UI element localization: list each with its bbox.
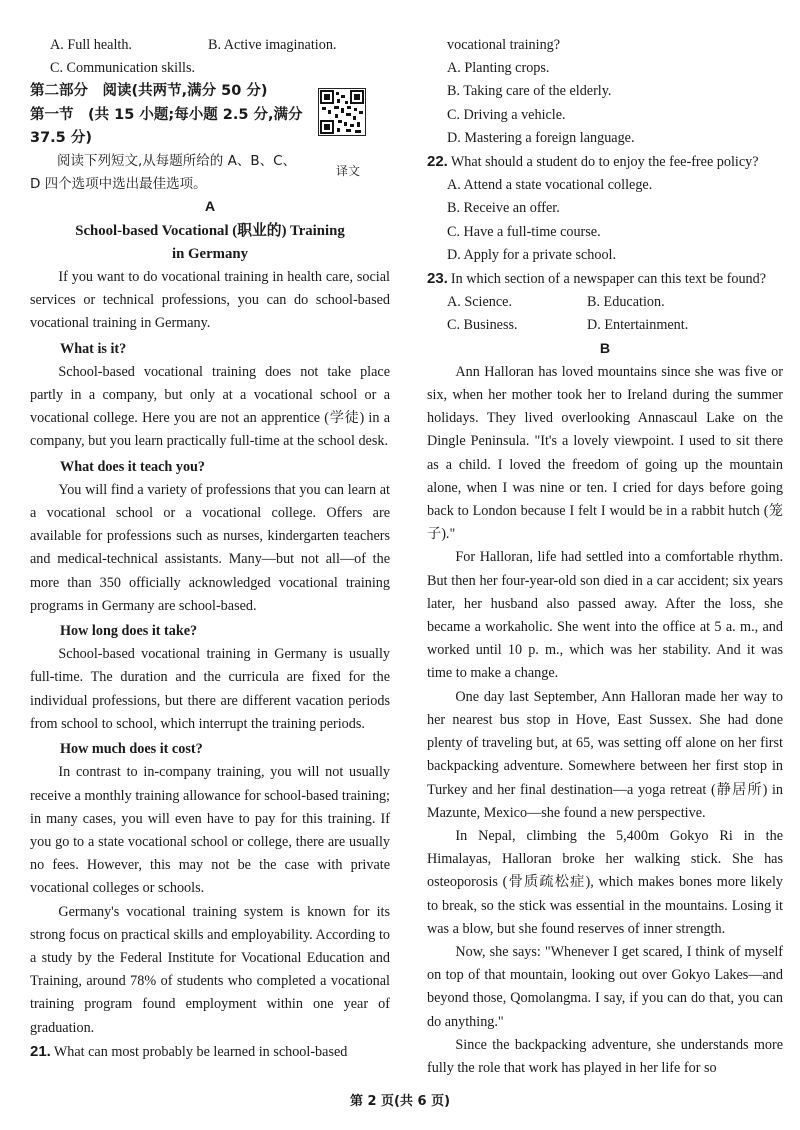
question-21-text: What can most probably be learned in school-based xyxy=(53,1043,348,1060)
prev-option-c: C. Communication skills. xyxy=(50,60,196,77)
passage-a-title-line2: in Germany xyxy=(171,245,249,262)
subheading-how-much: How much does it cost? xyxy=(60,741,203,758)
paragraph-germany-system: Germany's vocational training system is known for its strong focus on practical skills and employability. According to a study by the Federal Institute for Vocational Education and Training, around 78% of students who completed a vocational training program found employment within one year of graduation. xyxy=(30,903,390,1036)
question-23-text: In which section of a newspaper can this text be found? xyxy=(450,271,767,288)
passage-b-paragraph-5: Now, she says: "Whenever I get scared, I think of myself on top of that mountain, looking out over Gokyo Lakes—and beyond those, Qomolangma. I say, if you can do that, you can do anything." xyxy=(427,943,783,1030)
prev-option-b: B. Active imagination. xyxy=(208,37,337,53)
subheading-what-teach: What does it teach you? xyxy=(60,458,206,475)
subheading-how-long: How long does it take? xyxy=(60,623,198,640)
qr-code-icon xyxy=(318,88,366,136)
passage-b-paragraph-2: For Halloran, life had settled into a comfortable rhythm. But then her four-year-old son died in a car accident; six years later, her husband also passed away. After the loss, she became a workaholic. She went into the office at 5 a. m., and worked until 10 p. m., which was her stability. And it was time to make a change. xyxy=(427,549,783,682)
right-column xyxy=(427,34,783,1080)
q23-option-a: A. Science. xyxy=(447,294,513,311)
q23-option-c: C. Business. xyxy=(447,317,518,334)
q23-options-ab xyxy=(427,291,783,314)
qr-translation-label: 译文 xyxy=(336,164,361,178)
question-23 xyxy=(427,267,783,291)
question-21-continuation: vocational training? xyxy=(447,37,561,53)
question-22-number: 22. xyxy=(427,153,448,171)
section-heading-line1: 第一节 (共 15 小题;每小题 2.5 分,满分 xyxy=(30,106,303,123)
q22-option-b: B. Receive an offer. xyxy=(447,200,560,217)
prev-question-options-ab xyxy=(30,34,390,57)
page-footer: 第 2 页(共 6 页) xyxy=(349,1094,451,1109)
instruction-line1: 阅读下列短文,从每题所给的 A、B、C、 xyxy=(57,153,297,170)
q23-options-cd xyxy=(427,314,783,337)
passage-b-paragraph-3: One day last September, Ann Halloran made her way to her nearest bus stop in Hove, East Sussex. She had done plenty of traveling but, at 65, was setting off alone on her first backpacking adventure. Somewhere between her first stop in Turkey and her final destination—a yoga retreat (静居所) in Mazunte, Mexico—she found a new perspective. xyxy=(427,688,783,821)
passage-a-intro: If you want to do vocational training in health care, social services or technical professions, you can do school-based vocational training in Germany. xyxy=(30,269,390,332)
passage-b-paragraph-6: Since the backpacking adventure, she understands more fully the role that work has played in her life for so xyxy=(427,1036,783,1076)
paragraph-what-teach: You will find a variety of professions that you can learn at a vocational school or a vocational college. Offers are available for professions such as nurses, kindergarten teachers and medical-technical assistants. Many—but not all—of the more than 350 officially acknowledged vocational training programs in Germany are school-based. xyxy=(30,481,390,614)
passage-b-paragraph-1: Ann Halloran has loved mountains since she was five or six, when her mother took her to Ireland during the summer holidays. They lived overlooking Annascaul Lake on the Dingle Peninsula. "It's a lovely viewpoint. I used to sit there as a child. I loved the freedom of going up the mountain alone, when I was nine or ten. I cried for days before going back to London because I felt I would be in a rabbit hutch (笼子)." xyxy=(427,363,783,543)
paragraph-how-long: School-based vocational training in Germany is usually full-time. The duration and the curricula are fixed for the individual professions, but there are different vacation periods from school to school, which interrupt the training periods. xyxy=(30,646,390,732)
q23-option-d: D. Entertainment. xyxy=(587,317,689,334)
q23-option-b: B. Education. xyxy=(587,294,665,311)
q21-option-c: C. Driving a vehicle. xyxy=(447,106,566,123)
part-heading: 第二部分 阅读(共两节,满分 50 分) xyxy=(30,83,268,100)
left-column xyxy=(30,34,390,1064)
question-22-text: What should a student do to enjoy the fee-free policy? xyxy=(450,154,759,171)
instruction-line2: D 四个选项中选出最佳选项。 xyxy=(30,176,207,193)
q22-option-a: A. Attend a state vocational college. xyxy=(447,177,653,194)
subheading-what-is-it: What is it? xyxy=(60,340,127,357)
q21-option-b: B. Taking care of the elderly. xyxy=(447,83,612,100)
question-22 xyxy=(427,150,783,174)
question-21 xyxy=(30,1040,390,1064)
q21-option-a: A. Planting crops. xyxy=(447,60,550,77)
q22-option-c: C. Have a full-time course. xyxy=(447,223,601,240)
prev-option-a: A. Full health. xyxy=(50,37,132,53)
q22-option-d: D. Apply for a private school. xyxy=(447,246,617,263)
passage-a-letter: A xyxy=(204,199,216,216)
passage-b-letter: B xyxy=(599,340,611,357)
q21-option-d: D. Mastering a foreign language. xyxy=(447,129,635,146)
passage-a-title-line1: School-based Vocational (职业的) Training xyxy=(75,222,345,239)
question-21-number: 21. xyxy=(30,1042,51,1060)
section-heading-line2: 37.5 分) xyxy=(30,129,92,146)
question-23-number: 23. xyxy=(427,270,448,288)
passage-b-paragraph-4: In Nepal, climbing the 5,400m Gokyo Ri in the Himalayas, Halloran broke her walking stick. She has osteoporosis (骨质疏松症), which makes bones more likely to break, so the stick was essential in the mountains. Losing it was a blow, but she found reserves of inner strength. xyxy=(427,827,783,937)
paragraph-how-much: In contrast to in-company training, you will not usually receive a monthly training allowance for school-based training; in many cases, you will even have to pay for this training. If you go to a state vocational school or college, there are usually no fees. However, this may not be the case with private vocational colleges or schools. xyxy=(30,764,390,897)
paragraph-what-is-it: School-based vocational training does not take place partly in a company, but only at a vocational school or a vocational college. Here you are not an apprentice (学徒) in a company, but you learn practically full-time at the school desk. xyxy=(30,363,390,450)
